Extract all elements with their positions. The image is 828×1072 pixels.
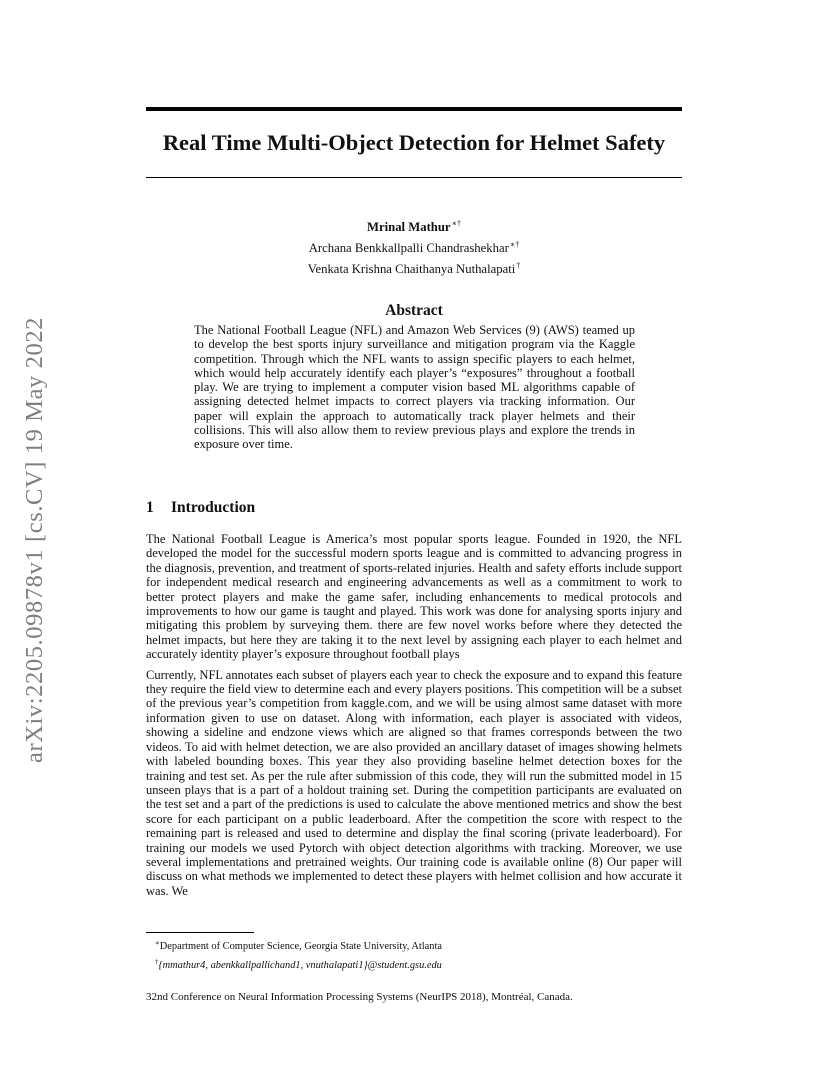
author-1: Mrinal Mathur∗†	[367, 219, 461, 234]
paragraph: The National Football League is America’s most popular sports league. Founded in 1920, the NFL developed the model for the successful modern sports league and is committed to advancing progress in the diagnosis, prevention, and treatment of sports-related injuries. Health and safety efforts include support for independent medical research and engineering advancements as well as a commitment to work to better protect players and make the game safer, including enhancements to medical protocols and improvements to how our game is taught and played. This work was done for analysing sports injury and mitigating this problem by surveying them. there are few novel works before where they detected the helmet impacts, but here they are taking it to the next level by assigning each player to each helmet and accurately identity player’s exposure throughout football plays	[146, 532, 682, 662]
author-block	[146, 215, 682, 278]
author-3: Venkata Krishna Chaithanya Nuthalapati†	[307, 261, 521, 276]
paragraph: Currently, NFL annotates each subset of players each year to check the exposure and to expand this feature they require the field view to determine each and every players positions. This competition will be a subset of the previous year’s competition from kaggle.com, and we will be using almost same dataset with more information given to use on dataset. Along with information, each player is associated with videos, showing a sideline and endzone views which are aligned so that frames corresponds between the two videos. To aid with helmet detection, we are also provided an ancillary dataset of images showing helmets with labeled bounding boxes. This year they also providing baseline helmet detection boxes for the training and test set. As per the rule after submission of this code, they will run the submitted model in 15 unseen plays that is a part of a holdout training set. During the competition participants are evaluated on the test set and a part of the predictions is used to calculate the above mentioned metrics and show the best score for each participant on a public leaderboard. After the competition the score with respect to the remaining part is released and used to determine and display the final scoring (private leaderboard). For training our models we used Pytorch with object detection algorithms with tracking. Moreover, we use several implementations and pretrained weights. Our training code is available online (8) Our paper will discuss on what methods we implemented to detect these players with helmet collision and how accurate it was. We	[146, 667, 682, 898]
title-rule-bottom	[146, 177, 682, 178]
footnote-2: †{mmathur4, abenkkallpallichand1, vnuthalapati1}@student.gsu.edu	[155, 957, 442, 971]
section-heading: 1 Introduction	[146, 499, 256, 516]
footnote-rule	[146, 932, 254, 933]
section-body	[146, 532, 682, 904]
title-rule-top	[146, 107, 682, 111]
arxiv-stamp: arXiv:2205.09878v1 [cs.CV] 19 May 2022	[21, 316, 48, 764]
conference-note: 32nd Conference on Neural Information Processing Systems (NeurIPS 2018), Montréal, Canada.	[146, 991, 573, 1003]
paper-title: Real Time Multi-Object Detection for Helmet Safety	[162, 130, 666, 155]
footnotes	[155, 936, 682, 973]
abstract-heading: Abstract	[385, 302, 443, 319]
author-2: Archana Benkkallpalli Chandrashekhar∗†	[308, 240, 520, 255]
abstract-text: The National Football League (NFL) and Amazon Web Services (9) (AWS) teamed up to develop the best sports injury surveillance and mitigation program via the Kaggle competition. Through which the NFL wants to assign specific players to each helmet, which would help accurately identify each player’s “exposures” throughout a football play. We are trying to implement a computer vision based ML algorithms capable of assigning detected helmet impacts to correct players via tracking information. Our paper will explain the approach to automatically track player helmets and their collisions. This will also allow them to review previous plays and explore the trends in exposure over time.	[194, 323, 635, 452]
footnote-1: ∗Department of Computer Science, Georgia State University, Atlanta	[155, 939, 442, 952]
